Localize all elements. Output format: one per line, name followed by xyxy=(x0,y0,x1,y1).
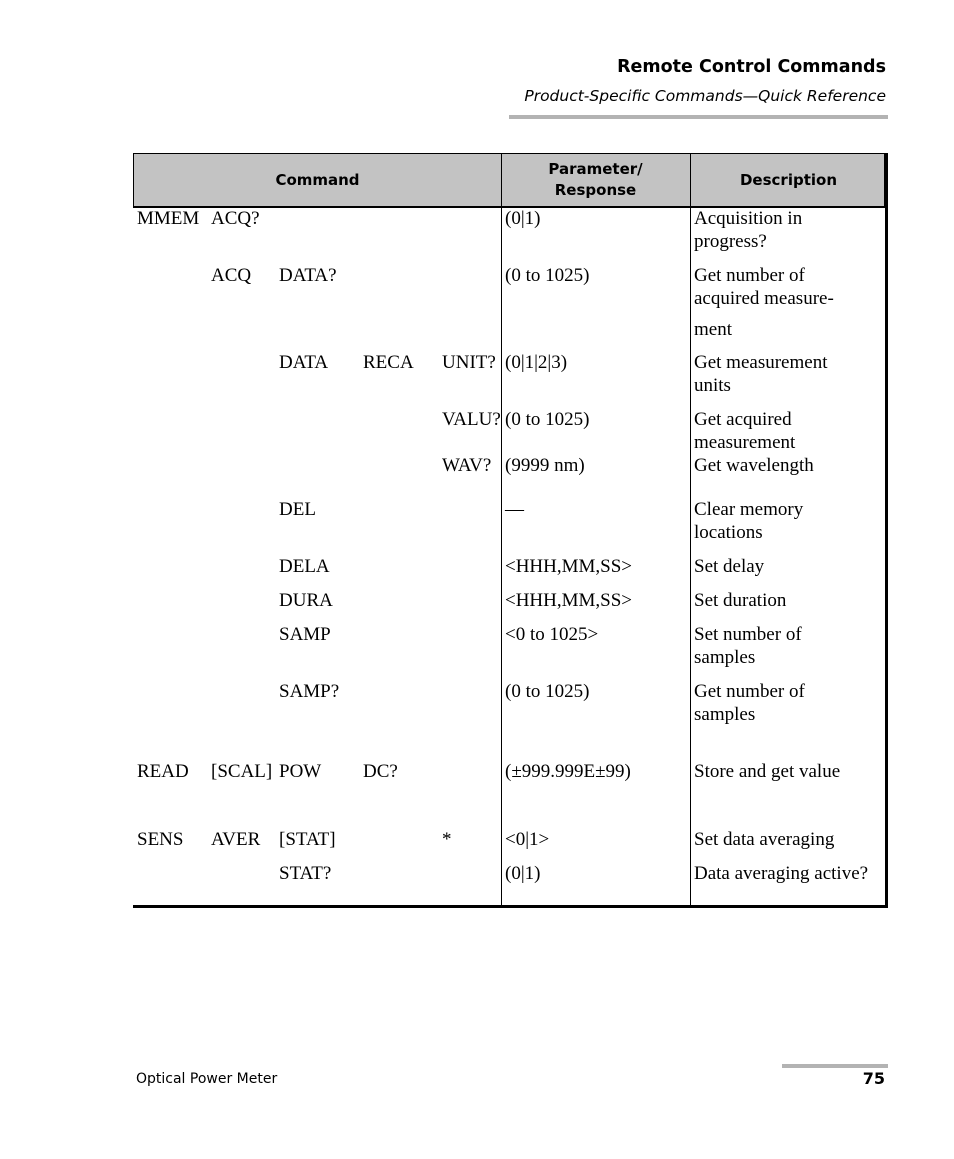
table-right-border xyxy=(885,207,888,906)
description-line: Set delay xyxy=(694,556,765,577)
header-rule xyxy=(509,115,888,119)
description-line: progress? xyxy=(694,231,767,252)
command-token-cell: ACQ? xyxy=(211,208,260,229)
command-token-cell: SENS xyxy=(137,829,184,850)
description-line: samples xyxy=(694,647,756,668)
command-token-cell: ACQ xyxy=(211,265,252,286)
column-divider-parameter xyxy=(501,208,502,906)
command-token-cell: DATA xyxy=(279,352,329,373)
description-line: units xyxy=(694,375,731,396)
parameter-cell: (0|1|2|3) xyxy=(505,352,568,373)
footer-rule xyxy=(782,1064,888,1068)
parameter-cell: (0|1) xyxy=(505,863,541,884)
command-token-cell: DATA? xyxy=(279,265,337,286)
description-line: Get wavelength xyxy=(694,455,814,476)
description-line: Get number of xyxy=(694,265,805,286)
parameter-cell: <HHH,MM,SS> xyxy=(505,556,633,577)
parameter-cell: <0 to 1025> xyxy=(505,624,599,645)
description-line: Acquisition in xyxy=(694,208,803,229)
command-token-cell: DURA xyxy=(279,590,333,611)
column-header-parameter xyxy=(501,154,690,206)
page-number: 75 xyxy=(862,1069,885,1088)
description-line: Data averaging active? xyxy=(694,863,869,884)
description-line: Set number of xyxy=(694,624,802,645)
description-line: Clear memory xyxy=(694,499,804,520)
column-header-description: Description xyxy=(739,170,838,189)
description-line: samples xyxy=(694,704,756,725)
column-header-command: Command xyxy=(275,170,360,189)
description-line: Set duration xyxy=(694,590,787,611)
command-token-cell: RECA xyxy=(363,352,414,373)
command-token-cell: DELA xyxy=(279,556,330,577)
command-token-cell: VALU? xyxy=(442,409,501,430)
column-header-parameter-line2: Response xyxy=(554,181,637,199)
command-token-cell: [SCAL] xyxy=(211,761,273,782)
description-line: ment xyxy=(694,319,732,340)
command-reference-table xyxy=(133,153,888,908)
description-line: Store and get value xyxy=(694,761,841,782)
command-token-cell: SAMP? xyxy=(279,681,340,702)
description-line: Set data averaging xyxy=(694,829,835,850)
description-line: Get acquired xyxy=(694,409,792,430)
command-token-cell: MMEM xyxy=(137,208,200,229)
table-header-row xyxy=(133,153,888,207)
parameter-cell: <0|1> xyxy=(505,829,550,850)
description-line: acquired measure- xyxy=(694,288,834,309)
command-token-cell: WAV? xyxy=(442,455,492,476)
command-token-cell: READ xyxy=(137,761,189,782)
command-token-cell: UNIT? xyxy=(442,352,496,373)
parameter-cell: <HHH,MM,SS> xyxy=(505,590,633,611)
command-token-cell: SAMP xyxy=(279,624,331,645)
running-header-title: Remote Control Commands xyxy=(617,57,886,77)
running-header-subtitle: Product-Specific Commands—Quick Reference xyxy=(524,87,886,105)
parameter-cell: (±999.999E±99) xyxy=(505,761,631,782)
parameter-cell: (0 to 1025) xyxy=(505,409,590,430)
table-bottom-border xyxy=(133,905,888,908)
command-token-cell: * xyxy=(442,829,452,850)
command-token-cell: AVER xyxy=(211,829,261,850)
parameter-cell: (0 to 1025) xyxy=(505,681,590,702)
command-token-cell: [STAT] xyxy=(279,829,336,850)
description-line: Get measurement xyxy=(694,352,828,373)
description-line: measurement xyxy=(694,432,796,453)
description-line: locations xyxy=(694,522,763,543)
column-divider-description xyxy=(690,208,691,906)
description-line: Get number of xyxy=(694,681,805,702)
command-token-cell: POW xyxy=(279,761,322,782)
command-token-cell: DC? xyxy=(363,761,398,782)
column-header-parameter-line1: Parameter/ xyxy=(548,160,643,178)
parameter-cell: (9999 nm) xyxy=(505,455,585,476)
parameter-cell: — xyxy=(505,499,524,520)
command-token-cell: DEL xyxy=(279,499,316,520)
parameter-cell: (0|1) xyxy=(505,208,541,229)
parameter-cell: (0 to 1025) xyxy=(505,265,590,286)
table-right-border xyxy=(884,153,887,207)
footer-document-title: Optical Power Meter xyxy=(136,1071,278,1087)
command-token-cell: STAT? xyxy=(279,863,332,884)
